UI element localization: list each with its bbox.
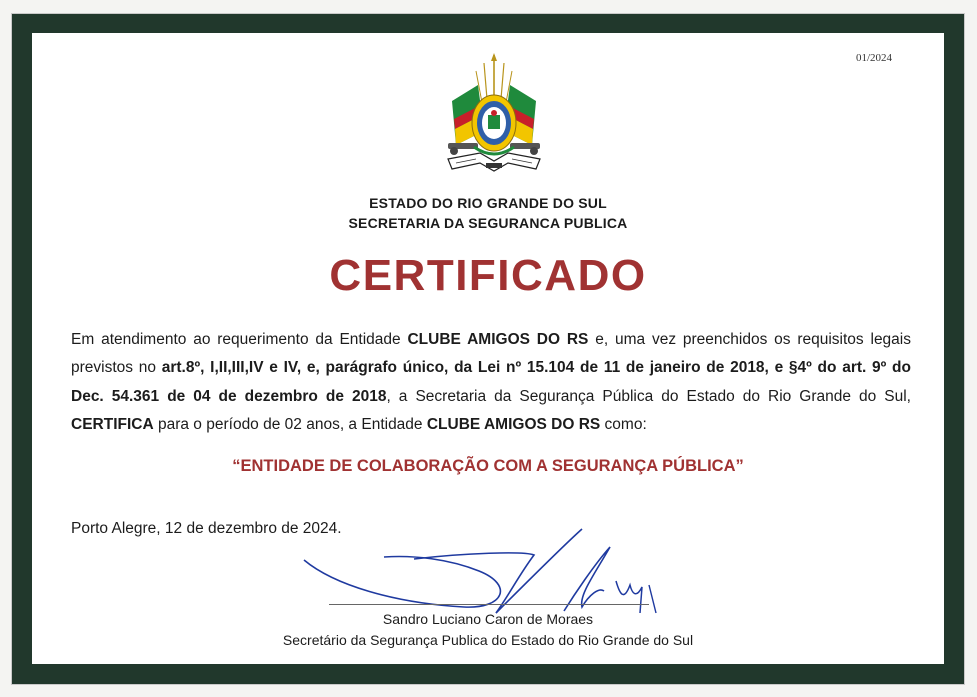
signature-line [329, 604, 649, 605]
certificate-paper [32, 33, 944, 664]
place-and-date: Porto Alegre, 12 de dezembro de 2024. [71, 520, 342, 537]
coat-of-arms-icon [444, 53, 544, 181]
header-secretariat: SECRETARIA DA SEGURANCA PUBLICA [348, 215, 628, 231]
body-text-4: para o período de 02 anos, a Entidade [153, 415, 427, 433]
body-law-reference: art.8º, I,II,III,IV e IV, e, parágrafo único, da Lei nº 15.104 de 11 de janeiro de 2018, e §4º do art. 9º do Dec. 54.361 de 04 de dezembro de 2018 [71, 359, 911, 405]
body-entity-name-2: CLUBE AMIGOS DO RS [426, 415, 601, 433]
body-text-2: e, uma vez preenchidos os requisitos legais previstos no [71, 331, 911, 377]
body-text-3: , a Secretaria da Segurança Pública do Estado do Rio Grande do Sul, [386, 387, 911, 405]
body-text-1: Em atendimento ao requerimento da Entidade [71, 331, 408, 348]
certification-designation: “ENTIDADE DE COLABORAÇÃO COM A SEGURANÇA PÚBLICA” [232, 457, 744, 475]
body-entity-name-1: CLUBE AMIGOS DO RS [407, 331, 589, 348]
body-text-5: como: [600, 415, 647, 433]
signer-name: Sandro Luciano Caron de Moraes [382, 611, 594, 627]
certificate-frame [12, 14, 964, 684]
issuer-header [32, 193, 944, 233]
handwritten-signature [264, 515, 664, 615]
certificate-title: CERTIFICADO [329, 251, 647, 300]
body-certifica: CERTIFICA [71, 415, 154, 433]
header-state: ESTADO DO RIO GRANDE DO SUL [369, 195, 607, 211]
certificate-body [71, 326, 911, 439]
signer-role: Secretário da Segurança Publica do Estado do Rio Grande do Sul [282, 632, 694, 648]
certificate-number: 01/2024 [855, 52, 892, 64]
